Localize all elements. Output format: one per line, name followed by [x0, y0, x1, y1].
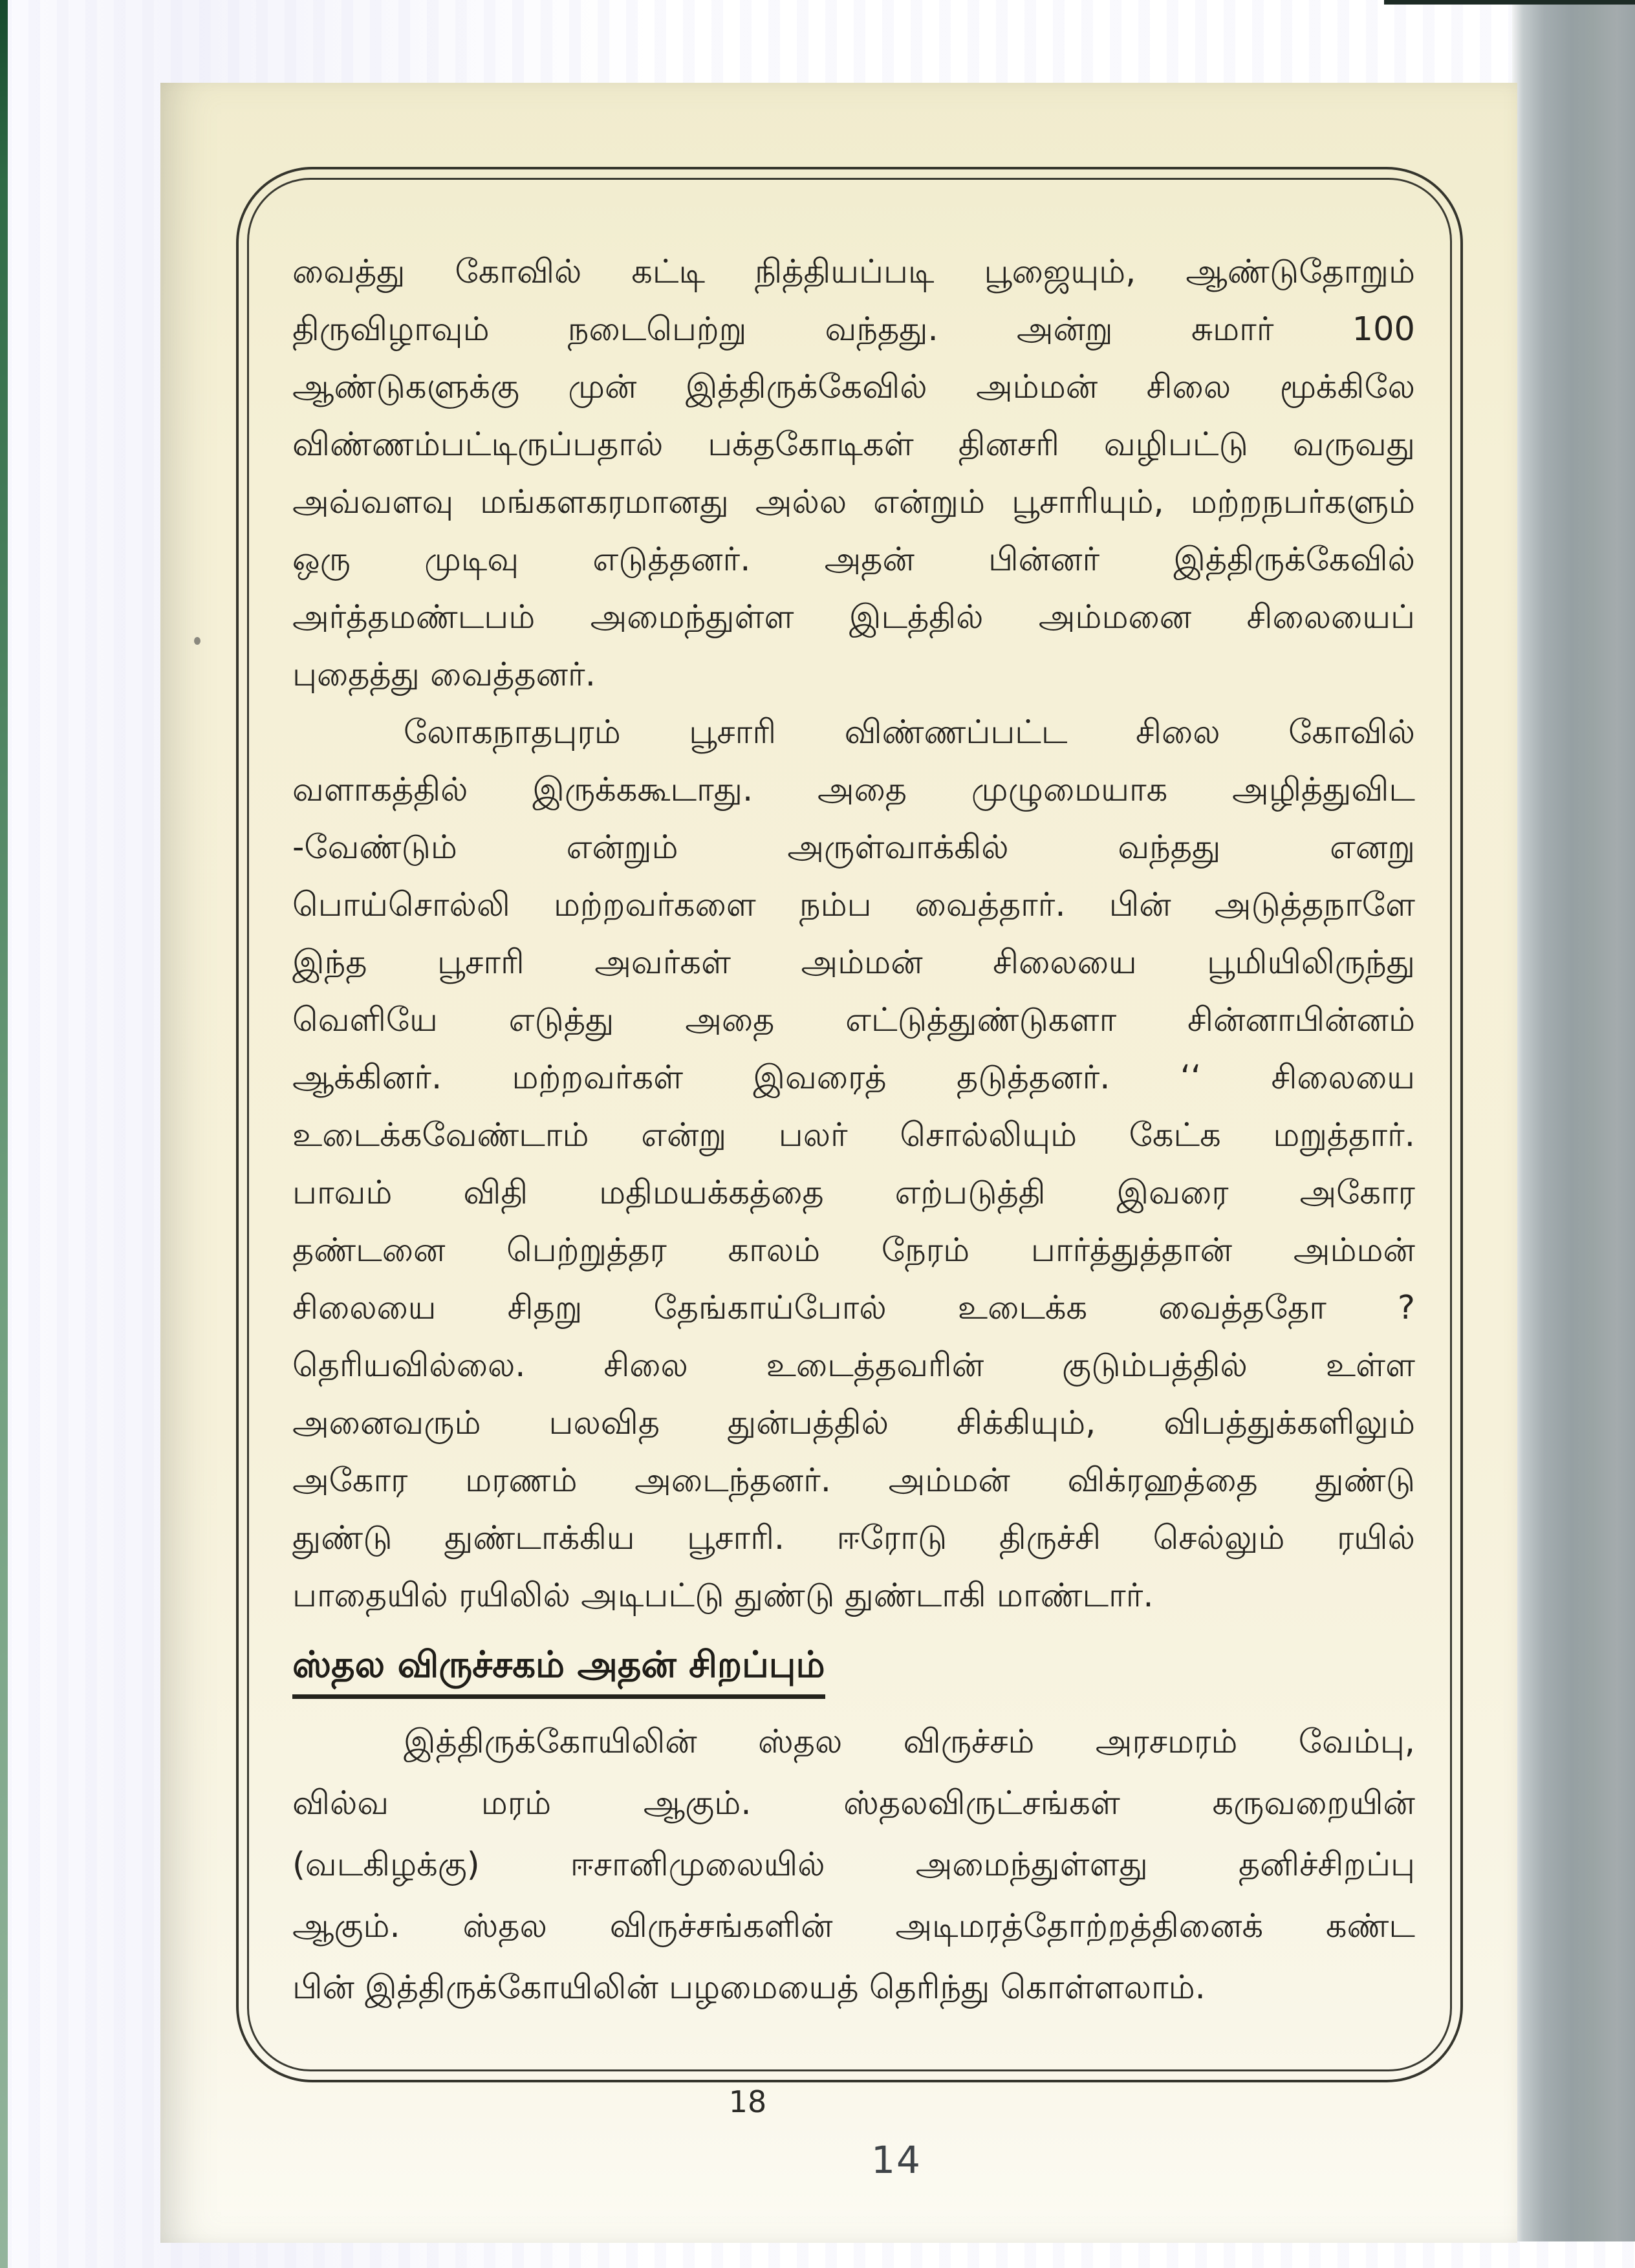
- section-heading-text: ஸ்தல விருச்சகம் அதன் சிறப்பும்: [292, 1643, 825, 1699]
- book-edge-shadow-band: [1512, 0, 1635, 2241]
- text-line: உடைக்கவேண்டாம் என்று பலர் சொல்லியும் கேட்க மறுத்தார்.: [292, 1116, 1415, 1154]
- text-line: தெரியவில்லை. சிலை உடைத்தவரின் குடும்பத்தில் உள்ள: [292, 1346, 1415, 1385]
- page-text: [292, 243, 1415, 2018]
- clipped-number-text: 18: [728, 2084, 767, 2119]
- text-line: ஆகும். ஸ்தல விருச்சங்களின் அடிமரத்தோற்றத்தினைக் கண்ட: [292, 1907, 1415, 1945]
- text-line: ஆக்கினர். மற்றவர்கள் இவரைத் தடுத்தனர். ‘‘ சிலையை: [292, 1059, 1415, 1097]
- clipped-page-number-fragment: [722, 2084, 774, 2119]
- text-line: அனைவரும் பலவித துன்பத்தில் சிக்கியும், விபத்துக்களிலும்: [292, 1404, 1415, 1442]
- text-line: பின் இத்திருக்கோயிலின் பழமையைத் தெரிந்து கொள்ளலாம்.: [292, 1969, 1206, 2007]
- text-line: அகோர மரணம் அடைந்தனர். அம்மன் விக்ரஹத்தை துண்டு: [292, 1462, 1415, 1500]
- text-line: வளாகத்தில் இருக்ககூடாது. அதை முழுமையாக அழித்துவிட: [292, 771, 1415, 809]
- text-line: அவ்வளவு மங்களகரமானது அல்ல என்றும் பூசாரியும், மற்றநபர்களும்: [292, 483, 1415, 521]
- text-line: பாவம் விதி மதிமயக்கத்தை எற்படுத்தி இவரை அகோர: [292, 1174, 1415, 1212]
- paragraph-3: [292, 1711, 1415, 2018]
- text-line: தண்டனை பெற்றுத்தர காலம் நேரம் பார்த்துத்தான் அம்மன்: [292, 1231, 1415, 1269]
- paragraph-2: [292, 704, 1415, 1625]
- text-line: பொய்சொல்லி மற்றவர்களை நம்ப வைத்தார். பின் அடுத்தநாளே: [292, 886, 1415, 924]
- text-line: சிலையை சிதறு தேங்காய்போல் உடைக்க வைத்ததோ ?: [292, 1289, 1415, 1327]
- text-line: -வேண்டும் என்றும் அருள்வாக்கில் வந்தது எனறு: [292, 828, 1415, 867]
- text-line: ஒரு முடிவு எடுத்தனர். அதன் பின்னர் இத்திருக்கேவில்: [292, 541, 1415, 579]
- text-line: அர்த்தமண்டபம் அமைந்துள்ள இடத்தில் அம்மனை சிலையைப்: [292, 598, 1415, 636]
- page-number: 14: [871, 2138, 922, 2182]
- left-edge-green-strip: [0, 0, 8, 2268]
- text-line: வில்வ மரம் ஆகும். ஸ்தலவிருட்சங்கள் கருவறையின்: [292, 1784, 1415, 1822]
- text-line: இந்த பூசாரி அவர்கள் அம்மன் சிலையை பூமியிலிருந்து: [292, 944, 1415, 982]
- text-line: பாதையில் ரயிலில் அடிபட்டு துண்டு துண்டாகி மாண்டார்.: [292, 1577, 1154, 1615]
- text-line: வைத்து கோவில் கட்டி நித்தியப்படி பூஜையும், ஆண்டுதோறும்: [292, 253, 1415, 291]
- ink-speck: [194, 637, 200, 645]
- text-line: ஆண்டுகளுக்கு முன் இத்திருக்கேவில் அம்மன் சிலை மூக்கிலே: [292, 368, 1415, 406]
- section-heading: [292, 1643, 1415, 1702]
- text-line: திருவிழாவும் நடைபெற்று வந்தது. அன்று சுமார் 100: [292, 310, 1415, 349]
- text-line: இத்திருக்கோயிலின் ஸ்தல விருச்சம் அரசமரம் வேம்பு,: [404, 1723, 1415, 1761]
- paragraph-1: [292, 243, 1415, 704]
- text-line: வெளியே எடுத்து அதை எட்டுத்துண்டுகளா சின்னாபின்னம்: [292, 1001, 1415, 1039]
- text-line: லோகநாதபுரம் பூசாரி விண்ணப்பட்ட சிலை கோவில்: [404, 713, 1415, 751]
- book-page: [160, 83, 1517, 2243]
- text-line: துண்டு துண்டாக்கிய பூசாரி. ஈரோடு திருச்சி செல்லும் ரயில்: [292, 1519, 1415, 1557]
- text-line: விண்ணம்பட்டிருப்பதால் பக்தகோடிகள் தினசரி வழிபட்டு வருவது: [292, 426, 1415, 464]
- top-edge-dark-line: [1384, 0, 1635, 5]
- text-line: (வடகிழக்கு) ஈசானிமுலையில் அமைந்துள்ளது தனிச்சிறப்பு: [292, 1846, 1415, 1884]
- text-line: புதைத்து வைத்தனர்.: [292, 656, 596, 694]
